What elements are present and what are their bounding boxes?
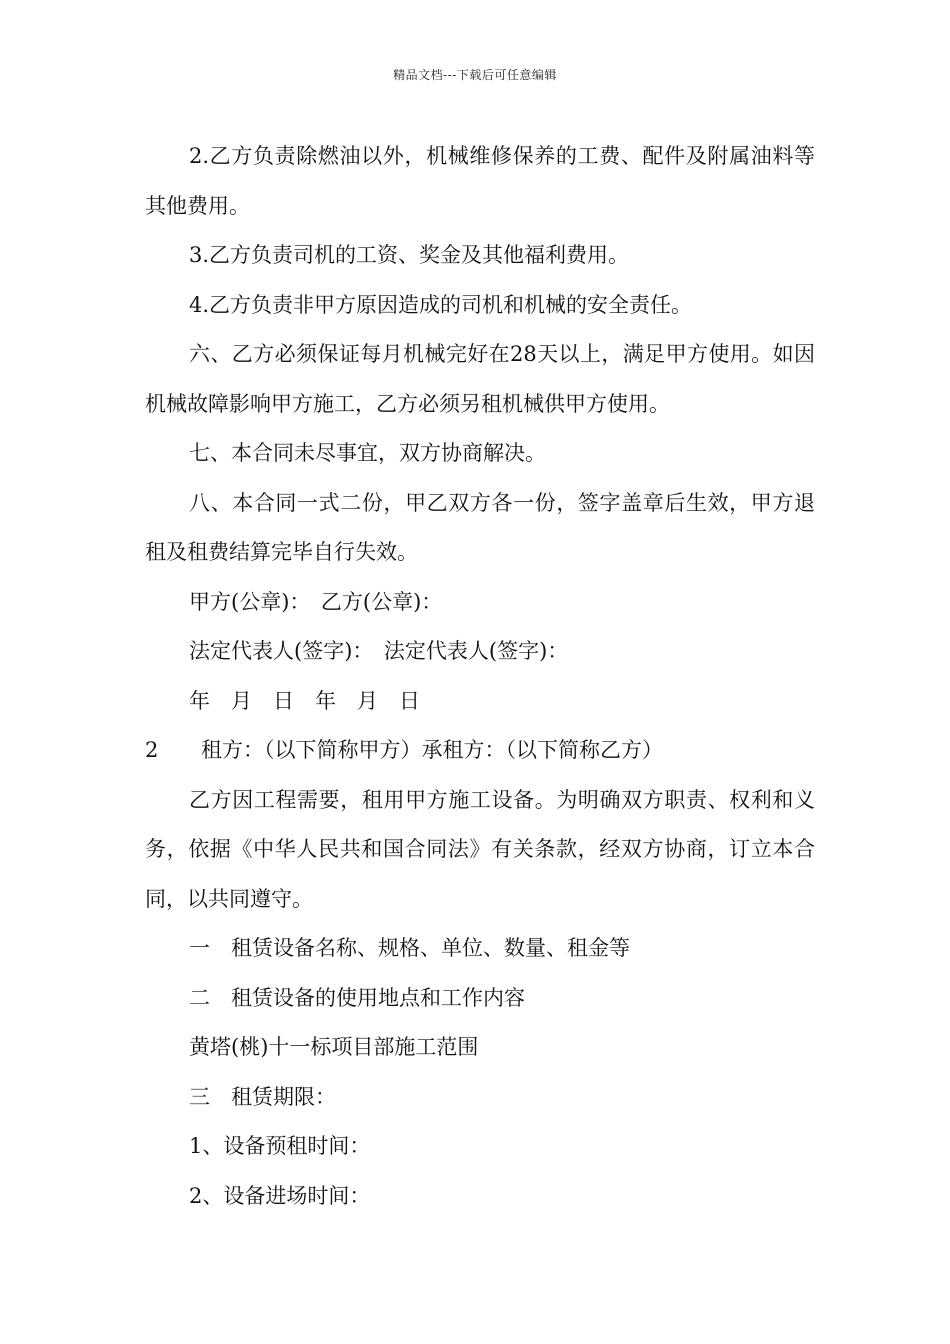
paragraph: 六、乙方必须保证每月机械完好在28天以上，满足甲方使用。如因机械故障影响甲方施工，乙方必须另租机械供甲方使用。 [145,342,815,416]
paragraph: 八、本合同一式二份，甲乙双方各一份，签字盖章后生效，甲方退租及租费结算完毕自行失效。 [145,490,815,564]
paragraph: 2、设备进场时间： [189,1183,371,1208]
paragraph: 七、本合同未尽事宜，双方协商解决。 [189,441,546,465]
paragraph: 黄塔(桃)十一标项目部施工范围 [189,1035,479,1059]
paragraph: 3.乙方负责司机的工资、奖金及其他福利费用。 [189,243,630,267]
section-title: 租方：（以下简称甲方）承租方：（以下简称乙方） [201,738,663,762]
signature-line-representative: 法定代表人(签字)： 法定代表人(签字)： [189,639,569,663]
paragraph: 4.乙方负责非甲方原因造成的司机和机械的安全责任。 [189,292,693,317]
page-header: 精品文档---下载后可任意编辑 [393,68,557,82]
paragraph: 三 租赁期限： [189,1084,336,1109]
paragraph: 1、设备预租时间： [189,1134,371,1158]
paragraph: 二 租赁设备的使用地点和工作内容 [189,985,525,1010]
section-number: 2 [145,738,159,762]
signature-line-seal: 甲方(公章)： 乙方(公章)： [189,589,443,614]
signature-line-date: 年 月 日 年 月 日 [189,688,420,713]
paragraph: 乙方因工程需要，租用甲方施工设备。为明确双方职责、权利和义务，依据《中华人民共和国合同法》有关条款，经双方协商，订立本合同，以共同遵守。 [145,787,815,911]
paragraph: 2.乙方负责除燃油以外，机械维修保养的工费、配件及附属油料等其他费用。 [145,144,815,218]
paragraph: 一 租赁设备名称、规格、单位、数量、租金等 [189,936,630,960]
document-body [145,132,815,1221]
section-2-heading [145,726,815,776]
